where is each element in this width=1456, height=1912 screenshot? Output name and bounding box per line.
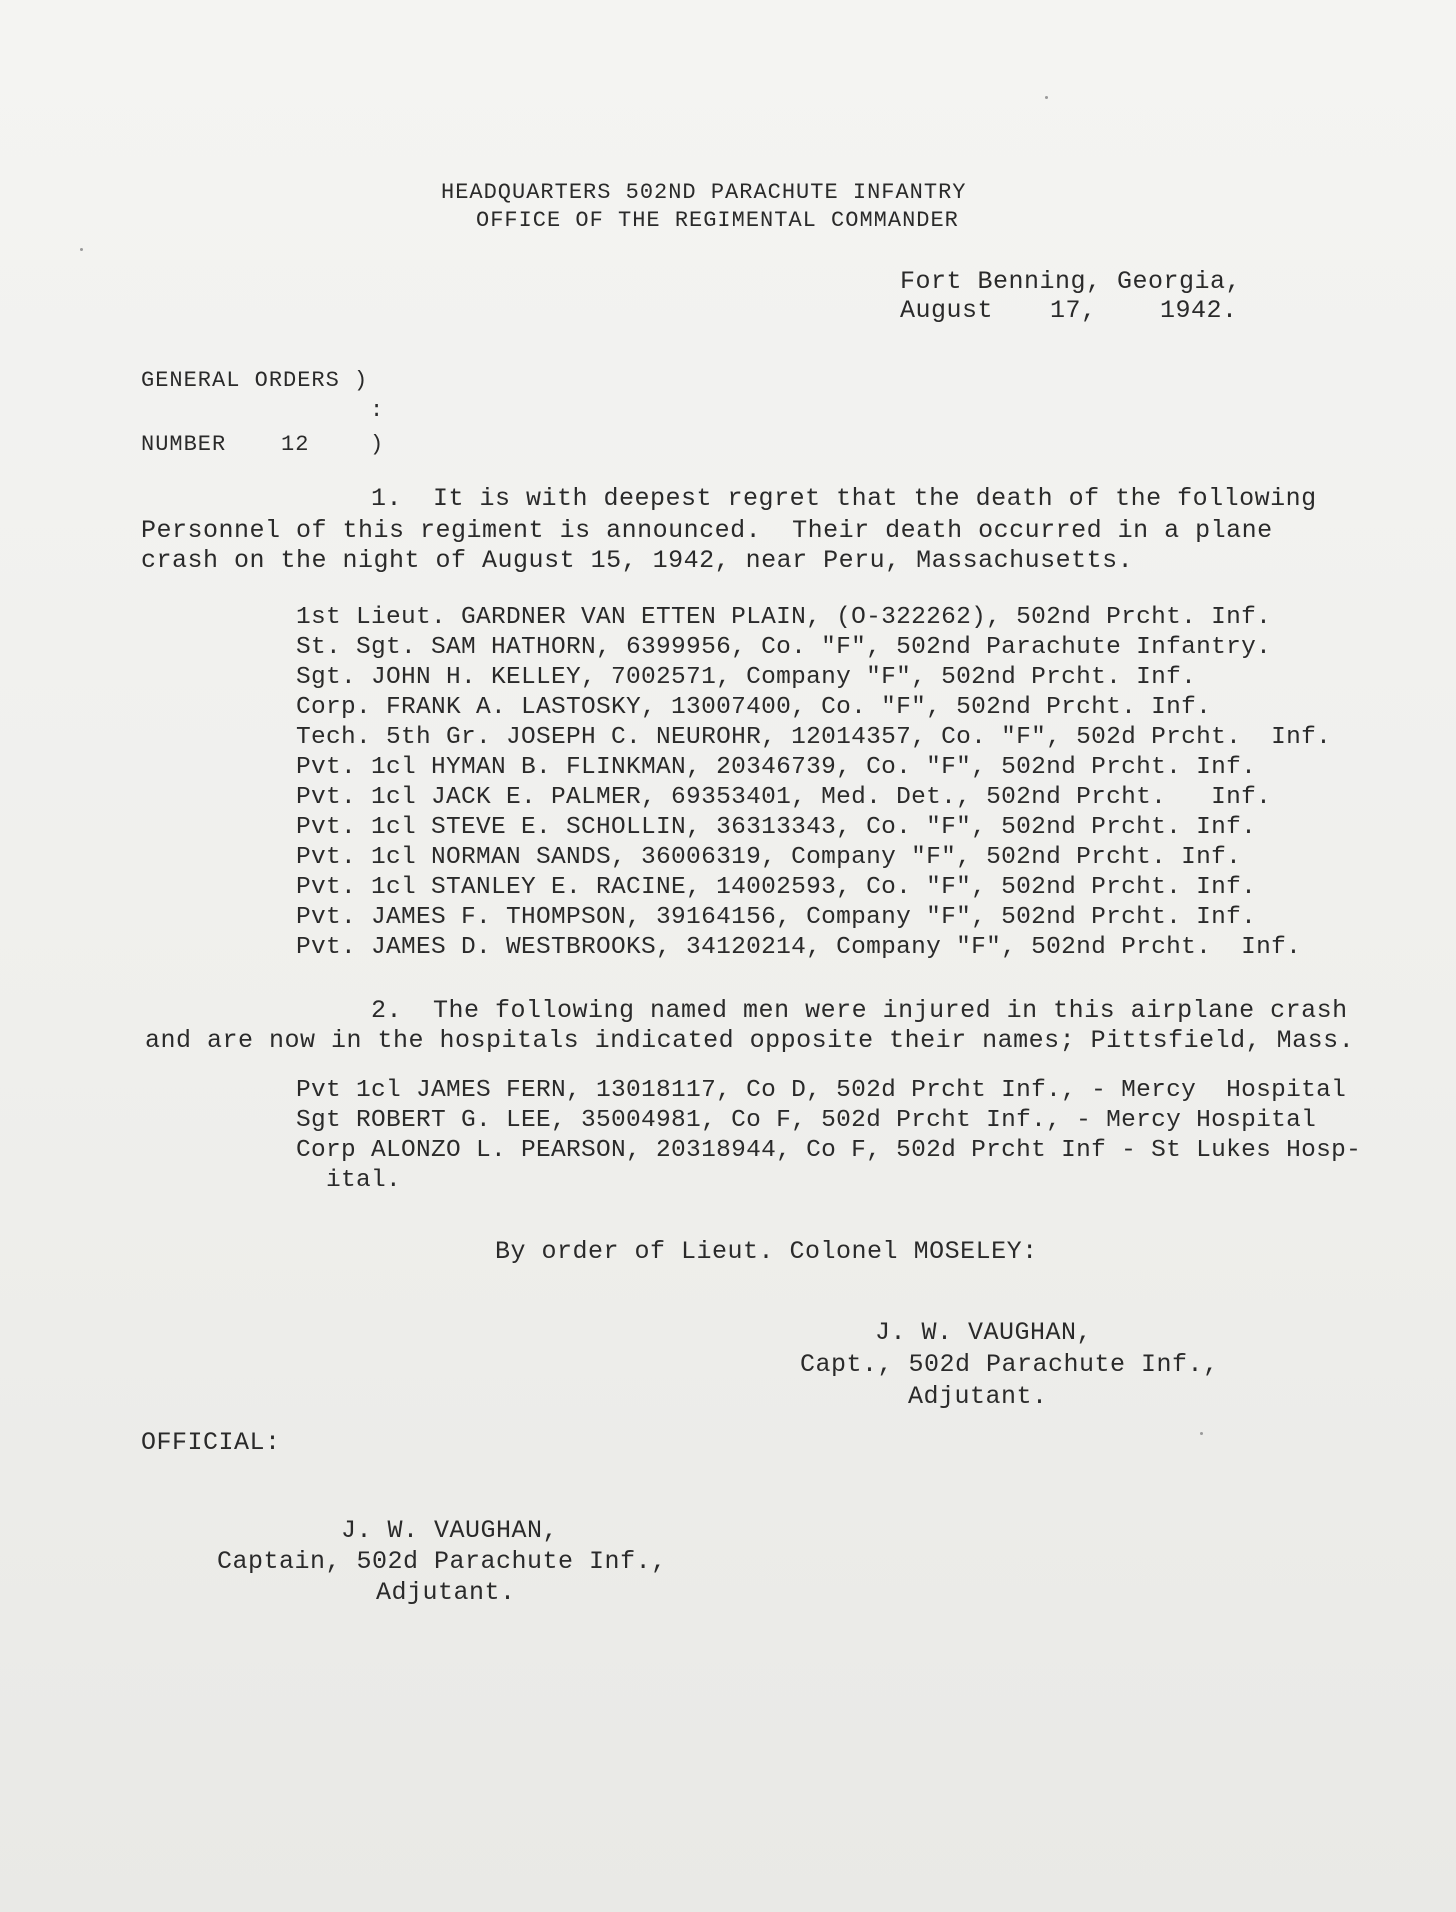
list-item: Pvt. 1cl STEVE E. SCHOLLIN, 36313343, Co. "F", 502nd Prcht. Inf. <box>296 814 1257 841</box>
list-item: Pvt. 1cl STANLEY E. RACINE, 14002593, Co. "F", 502nd Prcht. Inf. <box>296 874 1257 901</box>
list-item: Sgt. JOHN H. KELLEY, 7002571, Company "F", 502nd Prcht. Inf. <box>296 664 1197 691</box>
list-item: Pvt. 1cl NORMAN SANDS, 36006319, Company "F", 502nd Prcht. Inf. <box>296 844 1242 871</box>
list-item: Pvt. JAMES D. WESTBROOKS, 34120214, Company "F", 502nd Prcht. Inf. <box>296 934 1302 961</box>
signature2-title: Captain, 502d Parachute Inf., <box>217 1547 667 1576</box>
signature2-role: Adjutant. <box>376 1578 516 1607</box>
list-item: Sgt ROBERT G. LEE, 35004981, Co F, 502d Prcht Inf., - Mercy Hospital <box>296 1107 1317 1134</box>
header-line-1: HEADQUARTERS 502ND PARACHUTE INFANTRY <box>441 180 967 205</box>
date-year: 1942. <box>1160 296 1238 325</box>
list-item: Tech. 5th Gr. JOSEPH C. NEUROHR, 12014357, Co. "F", 502d Prcht. Inf. <box>296 724 1332 751</box>
list-item: 1st Lieut. GARDNER VAN ETTEN PLAIN, (O-322262), 502nd Prcht. Inf. <box>296 604 1272 631</box>
signature2-name: J. W. VAUGHAN, <box>341 1516 559 1545</box>
signature1-role: Adjutant. <box>908 1382 1048 1411</box>
para1-line-1: 1. It is with deepest regret that the death of the following <box>371 484 1317 513</box>
by-order-line: By order of Lieut. Colonel MOSELEY: <box>495 1237 1038 1266</box>
general-orders-label: GENERAL ORDERS ) <box>141 368 369 393</box>
para2-line-2: and are now in the hospitals indicated opposite their names; Pittsfield, Mass. <box>145 1026 1355 1055</box>
para1-line-2: Personnel of this regiment is announced. Their death occurred in a plane <box>141 516 1273 545</box>
list-item: St. Sgt. SAM HATHORN, 6399956, Co. "F", 502nd Parachute Infantry. <box>296 634 1272 661</box>
number-label: NUMBER <box>141 432 227 457</box>
list-item: ital. <box>296 1167 402 1194</box>
paper-speck <box>1045 96 1048 99</box>
list-item: Pvt. 1cl JACK E. PALMER, 69353401, Med. Det., 502nd Prcht. Inf. <box>296 784 1272 811</box>
date-month: August <box>900 296 994 325</box>
paper-speck <box>1200 1432 1203 1435</box>
deceased-list <box>296 603 1331 963</box>
list-item: Pvt. 1cl HYMAN B. FLINKMAN, 20346739, Co. "F", 502nd Prcht. Inf. <box>296 754 1257 781</box>
para1-line-3: crash on the night of August 15, 1942, near Peru, Massachusetts. <box>141 546 1134 575</box>
header-line-2: OFFICE OF THE REGIMENTAL COMMANDER <box>476 208 959 233</box>
list-item: Corp. FRANK A. LASTOSKY, 13007400, Co. "F", 502nd Prcht. Inf. <box>296 694 1212 721</box>
place: Fort Benning, Georgia, <box>900 267 1242 296</box>
list-item: Corp ALONZO L. PEARSON, 20318944, Co F, 502d Prcht Inf - St Lukes Hosp- <box>296 1137 1362 1164</box>
paper-speck <box>80 248 83 251</box>
official-label: OFFICIAL: <box>141 1428 281 1457</box>
date-day: 17, <box>1050 296 1097 325</box>
orders-paren: ) <box>370 432 385 457</box>
list-item: Pvt 1cl JAMES FERN, 13018117, Co D, 502d Prcht Inf., - Mercy Hospital <box>296 1077 1347 1104</box>
signature1-title: Capt., 502d Parachute Inf., <box>800 1350 1219 1379</box>
orders-colon: : <box>370 398 385 423</box>
list-item: Pvt. JAMES F. THOMPSON, 39164156, Company "F", 502nd Prcht. Inf. <box>296 904 1257 931</box>
injured-list <box>296 1076 1361 1196</box>
signature1-name: J. W. VAUGHAN, <box>875 1318 1093 1347</box>
order-number: 12 <box>281 432 310 457</box>
para2-line-1: 2. The following named men were injured in this airplane crash <box>371 996 1348 1025</box>
